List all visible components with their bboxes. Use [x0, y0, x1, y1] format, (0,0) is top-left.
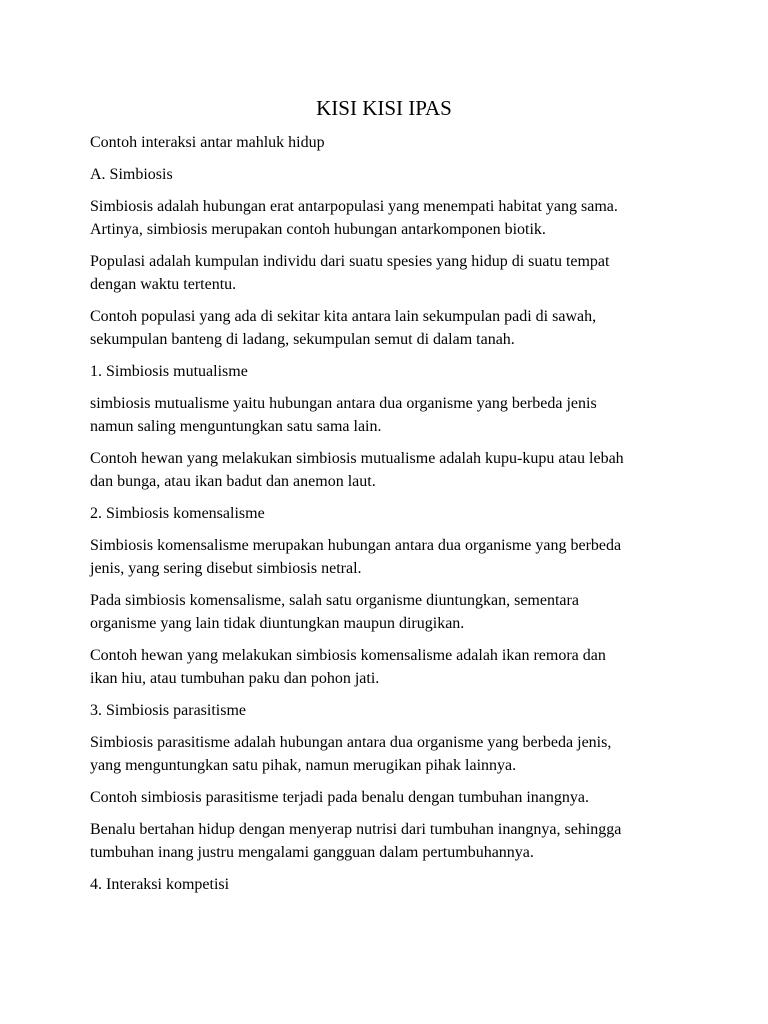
paragraph: [90, 360, 690, 383]
text-line: dengan waktu tertentu.: [90, 276, 237, 293]
paragraph: [90, 392, 690, 438]
text-line: namun saling menguntungkan satu sama lain.: [90, 418, 382, 435]
text-line: Pada simbiosis komensalisme, salah satu organisme diuntungkan, sementara: [90, 592, 579, 609]
text-line: Benalu bertahan hidup dengan menyerap nutrisi dari tumbuhan inangnya, sehingga: [90, 821, 622, 838]
text-line: Contoh simbiosis parasitisme terjadi pada benalu dengan tumbuhan inangnya.: [90, 789, 590, 806]
paragraph: [90, 447, 690, 493]
text-line: A. Simbiosis: [90, 166, 173, 183]
text-line: sekumpulan banteng di ladang, sekumpulan semut di dalam tanah.: [90, 331, 515, 348]
text-line: Contoh interaksi antar mahluk hidup: [90, 134, 325, 151]
paragraph: [90, 644, 690, 690]
paragraph: [90, 873, 690, 896]
text-line: simbiosis mutualisme yaitu hubungan antara dua organisme yang berbeda jenis: [90, 395, 597, 412]
paragraph: [90, 131, 690, 154]
text-line: Contoh hewan yang melakukan simbiosis mutualisme adalah kupu-kupu atau lebah: [90, 450, 624, 467]
text-line: 1. Simbiosis mutualisme: [90, 363, 248, 380]
text-line: 2. Simbiosis komensalisme: [90, 505, 265, 522]
paragraph: [90, 250, 690, 296]
text-line: 4. Interaksi kompetisi: [90, 876, 230, 893]
document-body: [90, 131, 690, 905]
paragraph: [90, 534, 690, 580]
document-title: KISI KISI IPAS: [316, 96, 452, 120]
text-line: Simbiosis komensalisme merupakan hubungan antara dua organisme yang berbeda: [90, 537, 622, 554]
text-line: yang menguntungkan satu pihak, namun merugikan pihak lainnya.: [90, 757, 517, 774]
text-line: organisme yang lain tidak diuntungkan maupun dirugikan.: [90, 615, 465, 632]
text-line: tumbuhan inang justru mengalami gangguan dalam pertumbuhannya.: [90, 844, 534, 861]
text-line: 3. Simbiosis parasitisme: [90, 702, 246, 719]
text-line: dan bunga, atau ikan badut dan anemon laut.: [90, 473, 376, 490]
text-line: ikan hiu, atau tumbuhan paku dan pohon jati.: [90, 670, 380, 687]
text-line: Simbiosis parasitisme adalah hubungan antara dua organisme yang berbeda jenis,: [90, 734, 612, 751]
paragraph: [90, 818, 690, 864]
paragraph: [90, 502, 690, 525]
paragraph: [90, 786, 690, 809]
text-line: Simbiosis adalah hubungan erat antarpopulasi yang menempati habitat yang sama.: [90, 198, 618, 215]
paragraph: [90, 163, 690, 186]
text-line: Populasi adalah kumpulan individu dari suatu spesies yang hidup di suatu tempat: [90, 253, 610, 270]
paragraph: [90, 305, 690, 351]
text-line: Contoh hewan yang melakukan simbiosis komensalisme adalah ikan remora dan: [90, 647, 606, 664]
paragraph: [90, 589, 690, 635]
paragraph: [90, 699, 690, 722]
paragraph: [90, 731, 690, 777]
text-line: Contoh populasi yang ada di sekitar kita antara lain sekumpulan padi di sawah,: [90, 308, 597, 325]
text-line: jenis, yang sering disebut simbiosis netral.: [90, 560, 362, 577]
text-line: Artinya, simbiosis merupakan contoh hubungan antarkomponen biotik.: [90, 221, 546, 238]
paragraph: [90, 195, 690, 241]
